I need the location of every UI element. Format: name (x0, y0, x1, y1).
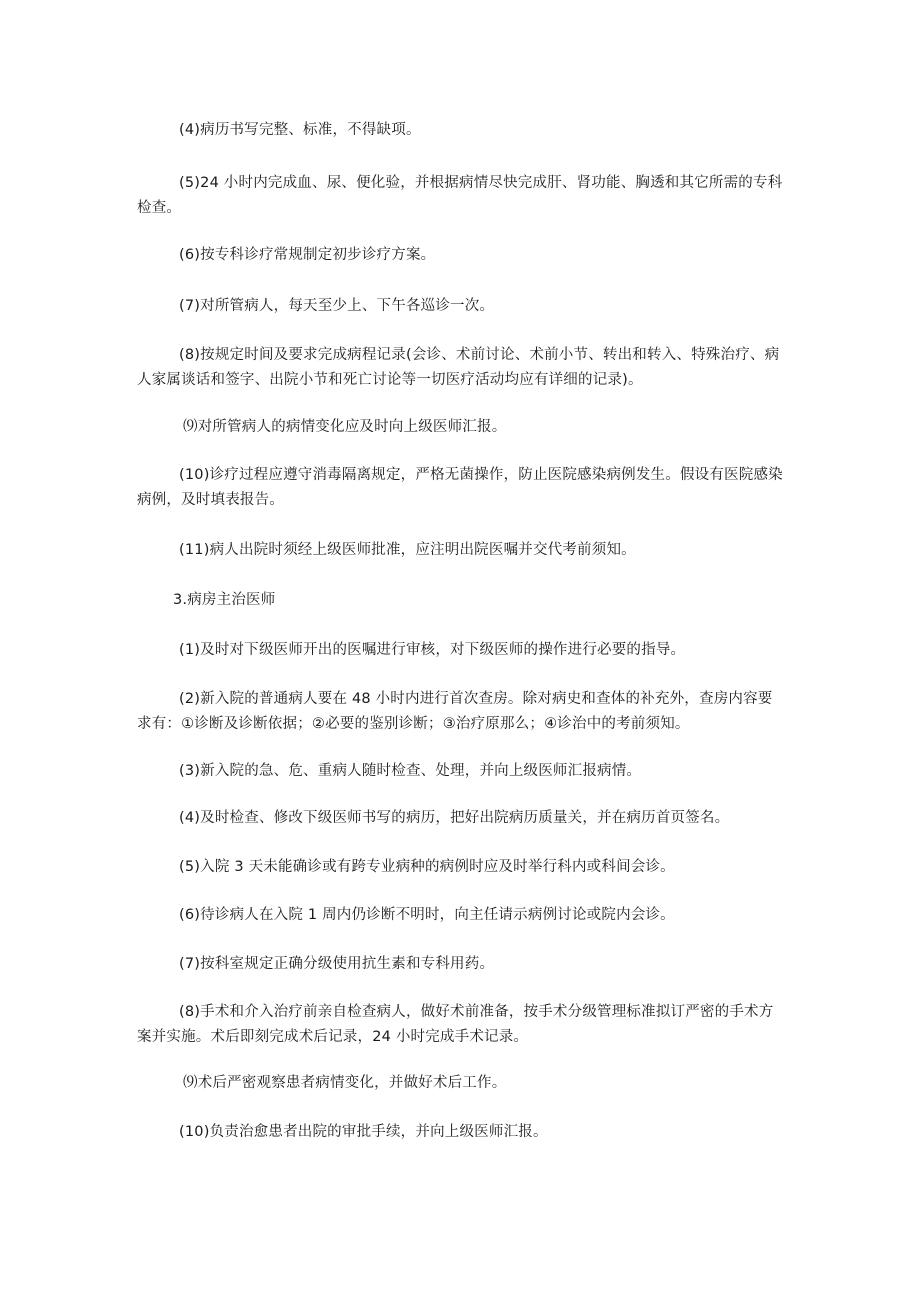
attending-item-10: (10)负责治愈患者出院的审批手续，并向上级医师汇报。 (179, 1124, 548, 1140)
attending-item-2: (2)新入院的普通病人要在 48 小时内进行首次查房。除对病史和查体的补充外，查房内容要求有：①诊断及诊断依据；②必要的鉴别诊断；③治疗原那么；④诊治中的考前须知。 (137, 691, 773, 732)
paragraph-10: (10)诊疗过程应遵守消毒隔离规定，严格无菌操作，防止医院感染病例发生。假设有医院感染病例，及时填表报告。 (137, 467, 783, 508)
attending-item-5: (5)入院 3 天未能确诊或有跨专业病种的病例时应及时举行科内或科间会诊。 (179, 859, 675, 875)
attending-item-6: (6)待诊病人在入院 1 周内仍诊断不明时，向主任请示病例讨论或院内会诊。 (179, 907, 675, 923)
attending-item-8: (8)手术和介入治疗前亲自检查病人，做好术前准备，按手术分级管理标准拟订严密的手术方案并实施。术后即刻完成术后记录，24 小时完成手术记录。 (137, 1004, 774, 1045)
paragraph-6: (6)按专科诊疗常规制定初步诊疗方案。 (179, 247, 436, 263)
attending-item-4: (4)及时检查、修改下级医师书写的病历，把好出院病历质量关，并在病历首页签名。 (179, 810, 730, 826)
paragraph-11: (11)病人出院时须经上级医师批准，应注明出院医嘱并交代考前须知。 (179, 542, 636, 558)
paragraph-5: (5)24 小时内完成血、尿、便化验，并根据病情尽快完成肝、肾功能、胸透和其它所需的专科检查。 (137, 175, 783, 216)
paragraph-7: (7)对所管病人，每天至少上、下午各巡诊一次。 (179, 298, 495, 314)
section-heading-3: 3.病房主治医师 (173, 592, 276, 608)
paragraph-4: (4)病历书写完整、标准，不得缺项。 (179, 122, 421, 138)
attending-item-1: (1)及时对下级医师开出的医嘱进行审核，对下级医师的操作进行必要的指导。 (179, 642, 686, 658)
paragraph-8: (8)按规定时间及要求完成病程记录(会诊、术前讨论、术前小节、转出和转入、特殊治疗、病人家属谈话和签字、出院小节和死亡讨论等一切医疗活动均应有详细的记录)。 (137, 347, 780, 388)
paragraph-9: ⑼对所管病人的病情变化应及时向上级医师汇报。 (183, 419, 507, 435)
attending-item-9: ⑼术后严密观察患者病情变化，并做好术后工作。 (183, 1075, 507, 1091)
attending-item-3: (3)新入院的急、危、重病人随时检查、处理，并向上级医师汇报病情。 (179, 763, 642, 779)
attending-item-7: (7)按科室规定正确分级使用抗生素和专科用药。 (179, 956, 495, 972)
